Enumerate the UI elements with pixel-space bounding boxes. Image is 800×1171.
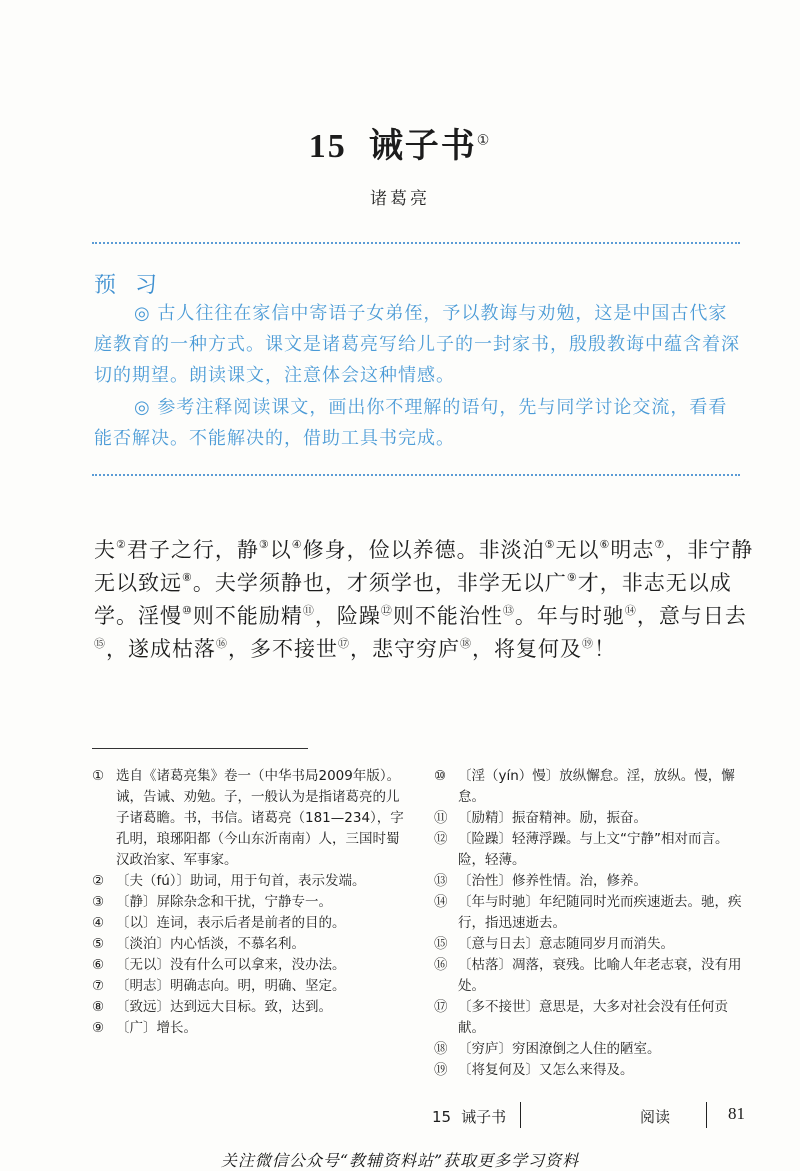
footnote-ref[interactable]: ⑫ bbox=[380, 604, 393, 617]
footnote bbox=[92, 1018, 410, 1039]
footer-separator bbox=[520, 1102, 521, 1128]
footnote-ref[interactable]: ⑬ bbox=[502, 604, 515, 617]
text-segment: ，将复何及 bbox=[472, 637, 582, 661]
lesson-title-text: 诫子书 bbox=[368, 126, 477, 166]
footnote-ref[interactable]: ⑰ bbox=[338, 637, 350, 650]
footnote-text: 〔多不接世〕意思是，大多对社会没有任何贡献。 bbox=[458, 999, 728, 1036]
footnote-ref[interactable]: ⑦ bbox=[654, 538, 666, 551]
footnote-text: 〔夫（fú）〕助词，用于句首，表示发端。 bbox=[116, 873, 366, 889]
text-segment: 无以 bbox=[555, 538, 600, 562]
text-segment: 君子之行，静 bbox=[126, 538, 259, 562]
footnote-text: 〔枯落〕凋落，衰残。比喻人年老志衰，没有用处。 bbox=[458, 957, 742, 994]
text-segment: ，意与日去 bbox=[636, 604, 747, 628]
footnote bbox=[434, 1039, 748, 1060]
footnote-marker: ④ bbox=[92, 915, 105, 931]
footnote-text: 〔治性〕修养性情。治，修养。 bbox=[458, 873, 647, 889]
author: 诸葛亮 bbox=[370, 189, 430, 209]
footnote bbox=[434, 1060, 748, 1081]
lesson-number: 15 bbox=[308, 128, 347, 165]
text-segment: ，多不接世 bbox=[228, 637, 338, 661]
text-segment: 则不能治性 bbox=[392, 604, 503, 628]
footer-separator bbox=[706, 1102, 707, 1128]
text-segment: 。夫学须静也，才须学也，非学无以广 bbox=[192, 571, 567, 595]
text-segment: 夫 bbox=[94, 538, 116, 562]
footnote-marker: ⑥ bbox=[92, 957, 105, 973]
footnotes-left bbox=[92, 766, 410, 1039]
footnote-text: 〔无以〕没有什么可以拿来，没办法。 bbox=[116, 957, 346, 973]
preview-heading: 预 习 bbox=[94, 273, 163, 298]
text-segment: 修身，俭以养德。非淡泊 bbox=[302, 538, 545, 562]
title-footnote-marker: ① bbox=[476, 132, 492, 149]
footnote-ref[interactable]: ② bbox=[116, 538, 127, 551]
footnote-marker: ⑨ bbox=[92, 1020, 105, 1036]
footnote-marker: ① bbox=[92, 768, 105, 784]
footnote bbox=[434, 997, 748, 1039]
footnote-ref[interactable]: ⑲ bbox=[582, 637, 594, 650]
footnote-ref[interactable]: ⑧ bbox=[182, 571, 193, 584]
text-segment: ，悲守穷庐 bbox=[350, 637, 460, 661]
footnote-ref[interactable]: ⑤ bbox=[544, 538, 556, 551]
lesson-title bbox=[0, 118, 800, 167]
footnote-ref[interactable]: ⑪ bbox=[302, 604, 315, 617]
footnote-text: 〔明志〕明确志向。明，明确、坚定。 bbox=[116, 978, 346, 994]
divider-top bbox=[92, 242, 740, 244]
text-segment: 。年与时驰 bbox=[514, 604, 625, 628]
footnote-marker: ⑭ bbox=[434, 894, 448, 910]
footnote bbox=[434, 871, 748, 892]
footnote-text: 〔广〕增长。 bbox=[116, 1020, 197, 1036]
preview-item-1: ◎ 古人往往在家信中寄语子女弟侄，予以教诲与劝勉，这是中国古代家庭教育的一种方式。课文是诸葛亮写给儿子的一封家书，殷殷教诲中蕴含着深切的期望。朗读课文，注意体会这种情感。 bbox=[94, 303, 740, 386]
preview-item-2: ◎ 参考注释阅读课文，画出你不理解的语句，先与同学讨论交流，看看能否解决。不能解决的，借助工具书完成。 bbox=[94, 397, 728, 449]
divider-bottom bbox=[92, 474, 740, 476]
footnote-marker: ⑦ bbox=[92, 978, 105, 994]
text-segment: 以 bbox=[269, 538, 292, 562]
footnote bbox=[92, 976, 410, 997]
footer-chapter-title: 诫子书 bbox=[461, 1108, 507, 1126]
footnote bbox=[92, 871, 410, 892]
footnote-marker: ⑯ bbox=[434, 957, 448, 973]
footnote-marker: ② bbox=[92, 873, 105, 889]
footnote-marker: ⑱ bbox=[434, 1041, 448, 1057]
footnote-text: 〔年与时驰〕年纪随同时光而疾速逝去。驰，疾行，指迅速逝去。 bbox=[458, 894, 742, 931]
watermark: 关注微信公众号“教辅资料站”获取更多学习资料 bbox=[220, 1151, 580, 1170]
footnote-ref[interactable]: ⑥ bbox=[599, 538, 611, 551]
footer-chapter bbox=[432, 1106, 506, 1127]
footnote-ref[interactable]: ④ bbox=[291, 538, 303, 551]
footnote-text: 〔致远〕达到远大目标。致，达到。 bbox=[116, 999, 332, 1015]
text-segment: ，险躁 bbox=[314, 604, 381, 628]
footnote-text: 〔励精〕振奋精神。励，振奋。 bbox=[458, 810, 647, 826]
footnote bbox=[92, 997, 410, 1018]
text-segment: 则不能励精 bbox=[192, 604, 303, 628]
footnote-text: 〔以〕连词，表示后者是前者的目的。 bbox=[116, 915, 346, 931]
text-segment: 才，非志无以成学。淫慢 bbox=[94, 571, 732, 628]
footnote-marker: ⑧ bbox=[92, 999, 105, 1015]
footnote-marker: ⑲ bbox=[434, 1062, 448, 1078]
footnote bbox=[434, 829, 748, 871]
footnote-ref[interactable]: ⑯ bbox=[216, 637, 228, 650]
text-segment: ！ bbox=[594, 637, 616, 661]
text-segment: ，非宁静无以致远 bbox=[94, 538, 754, 595]
footnote-marker: ⑩ bbox=[434, 768, 447, 784]
footnote-ref[interactable]: ③ bbox=[258, 538, 270, 551]
footnote bbox=[92, 892, 410, 913]
footnote-text: 〔险躁〕轻薄浮躁。与上文“宁静”相对而言。险，轻薄。 bbox=[458, 831, 729, 868]
footnote-marker: ⑪ bbox=[434, 810, 448, 826]
footnote bbox=[92, 913, 410, 934]
footnote-marker: ⑰ bbox=[434, 999, 448, 1015]
footnote bbox=[92, 955, 410, 976]
footnote-ref[interactable]: ⑨ bbox=[566, 571, 578, 584]
text-segment: ，遂成枯落 bbox=[106, 637, 216, 661]
footnote-rule bbox=[92, 748, 308, 749]
footer-section: 阅读 bbox=[640, 1108, 671, 1126]
footnote bbox=[92, 766, 410, 871]
footnotes-right bbox=[434, 766, 748, 1081]
footnote bbox=[92, 934, 410, 955]
footnote-marker: ⑤ bbox=[92, 936, 105, 952]
footnote-text: 〔将复何及〕又怎么来得及。 bbox=[458, 1062, 634, 1078]
footnote-ref[interactable]: ⑭ bbox=[624, 604, 637, 617]
footnote bbox=[434, 892, 748, 934]
footnote-text: 〔淡泊〕内心恬淡，不慕名利。 bbox=[116, 936, 305, 952]
footnote-text: 〔淫（yín）慢〕放纵懈怠。淫，放纵。慢，懈怠。 bbox=[458, 768, 735, 805]
footnote bbox=[434, 934, 748, 955]
footnote-marker: ⑫ bbox=[434, 831, 448, 847]
footnote-ref[interactable]: ⑱ bbox=[460, 637, 472, 650]
footnote bbox=[434, 955, 748, 997]
footnote bbox=[434, 766, 748, 808]
footer-chapter-number: 15 bbox=[432, 1108, 452, 1126]
footnote-text: 〔穷庐〕穷困潦倒之人住的陋室。 bbox=[458, 1041, 661, 1057]
footnote-marker: ⑮ bbox=[434, 936, 448, 952]
footnote-marker: ⑬ bbox=[434, 873, 448, 889]
page-number: 81 bbox=[728, 1104, 745, 1123]
footnote-ref[interactable]: ⑮ bbox=[94, 637, 106, 650]
footnote bbox=[434, 808, 748, 829]
footnote-text: 〔静〕屏除杂念和干扰，宁静专一。 bbox=[116, 894, 332, 910]
footnote-marker: ③ bbox=[92, 894, 105, 910]
footnote-text: 选自《诸葛亮集》卷一（中华书局2009年版）。诫，告诫、劝勉。子，一般认为是指诸葛亮的儿子诸葛瞻。书，书信。诸葛亮（181—234），字孔明，琅琊阳都（今山东沂南南）人，三国时蜀汉政治家、军事家。 bbox=[116, 768, 404, 868]
text-segment: 明志 bbox=[610, 538, 655, 562]
footnote-text: 〔意与日去〕意志随同岁月而消失。 bbox=[458, 936, 674, 952]
footnote-ref[interactable]: ⑩ bbox=[182, 604, 193, 617]
main-text bbox=[94, 534, 754, 666]
